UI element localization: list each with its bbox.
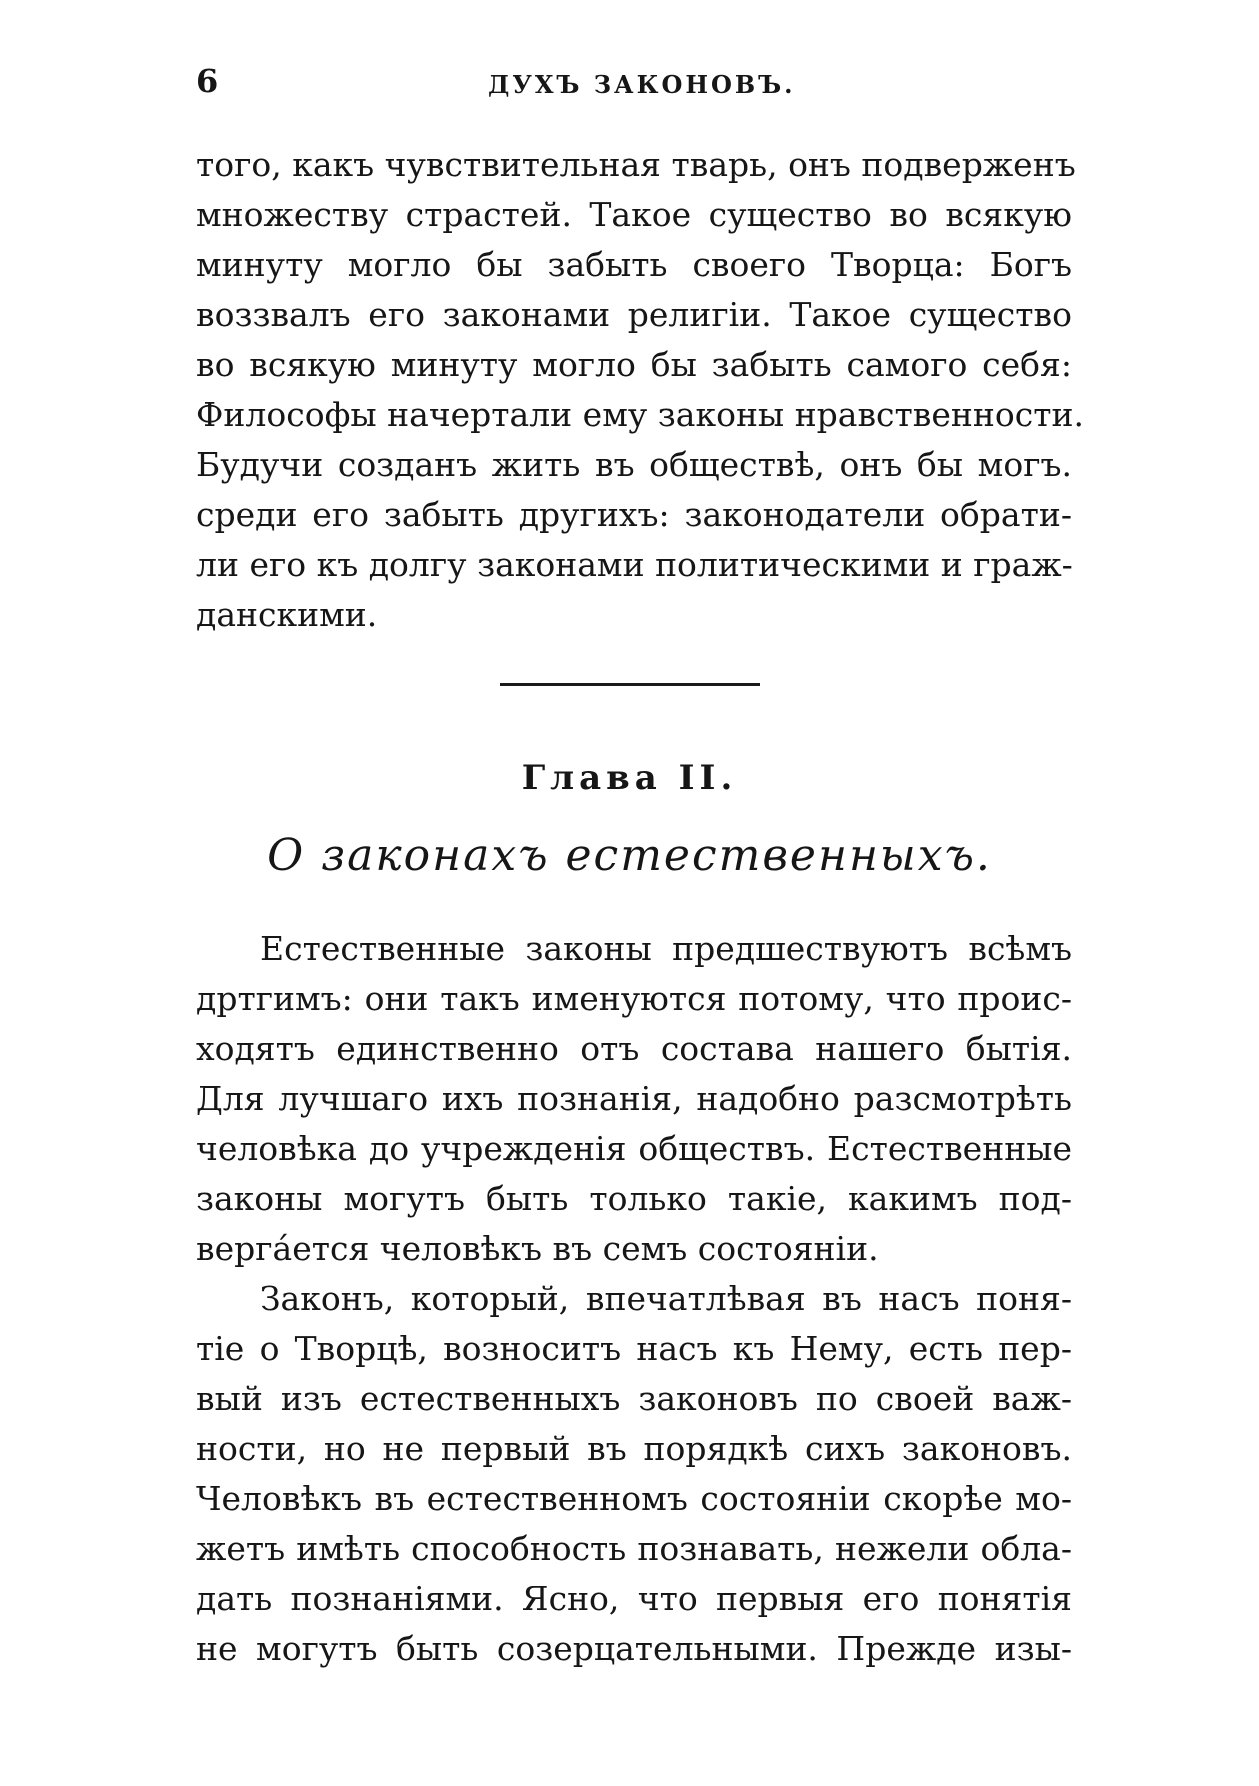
page-number: 6	[196, 62, 219, 100]
text-line: ходятъ единственно отъ состава нашего бытiя.	[196, 1029, 1072, 1068]
text-line: дртгимъ: они такъ именуются потому, что проис-	[196, 979, 1072, 1018]
text-line: того, какъ чувствительная тварь, онъ подверженъ	[196, 145, 1076, 184]
chapter-body	[196, 924, 1072, 1674]
chapter-heading: Глава II.	[521, 758, 738, 798]
body-text-continuation	[196, 140, 1084, 640]
section-divider	[500, 683, 760, 686]
text-line: тiе о Творцѣ, возноситъ насъ къ Нему, есть пер-	[196, 1329, 1072, 1368]
text-line: данскими.	[196, 595, 378, 634]
text-line: множеству страстей. Такое существо во всякую	[196, 195, 1072, 234]
paragraph-2	[196, 1274, 1072, 1674]
text-line: среди его забыть другихъ: законодатели обрати-	[196, 495, 1072, 534]
paragraph-1	[196, 924, 1072, 1274]
chapter-subtitle: О законахъ естественныхъ.	[267, 830, 992, 881]
text-line: законы могутъ быть только такiе, какимъ под-	[196, 1179, 1072, 1218]
text-line: ности, но не первый въ порядкѣ сихъ законовъ.	[196, 1429, 1072, 1468]
text-line: Будучи созданъ жить въ обществѣ, онъ бы могъ.	[196, 445, 1072, 484]
text-line: воззвалъ его законами религiи. Такое существо	[196, 295, 1072, 334]
text-line: вый изъ естественныхъ законовъ по своей важ-	[196, 1379, 1072, 1418]
text-line: Законъ, который, впечатлѣвая въ насъ поня-	[260, 1279, 1072, 1318]
text-line: жетъ имѣть способность познавать, нежели обла-	[196, 1529, 1072, 1568]
page-header	[190, 62, 1070, 112]
text-line: вергáется человѣкъ въ семъ состоянiи.	[196, 1229, 879, 1268]
text-line: во всякую минуту могло бы забыть самого себя:	[196, 345, 1072, 384]
text-line: человѣка до учрежденiя обществъ. Естественные	[196, 1129, 1072, 1168]
text-line: Философы начертали ему законы нравственности.	[196, 395, 1084, 434]
text-line: дать познанiями. Ясно, что первыя его понятiя	[196, 1579, 1072, 1618]
running-title: ДУХЪ ЗАКОНОВЪ.	[488, 70, 796, 99]
text-line: Для лучшаго ихъ познанiя, надобно разсмотрѣть	[196, 1079, 1072, 1118]
text-line: минуту могло бы забыть своего Творца: Богъ	[196, 245, 1072, 284]
text-line: Естественные законы предшествуютъ всѣмъ	[260, 929, 1072, 968]
text-line: ли его къ долгу законами политическими и граж-	[196, 545, 1073, 584]
text-line: Человѣкъ въ естественномъ состоянiи скорѣе мо-	[196, 1479, 1072, 1518]
text-line: не могутъ быть созерцательными. Прежде изы-	[196, 1629, 1072, 1668]
